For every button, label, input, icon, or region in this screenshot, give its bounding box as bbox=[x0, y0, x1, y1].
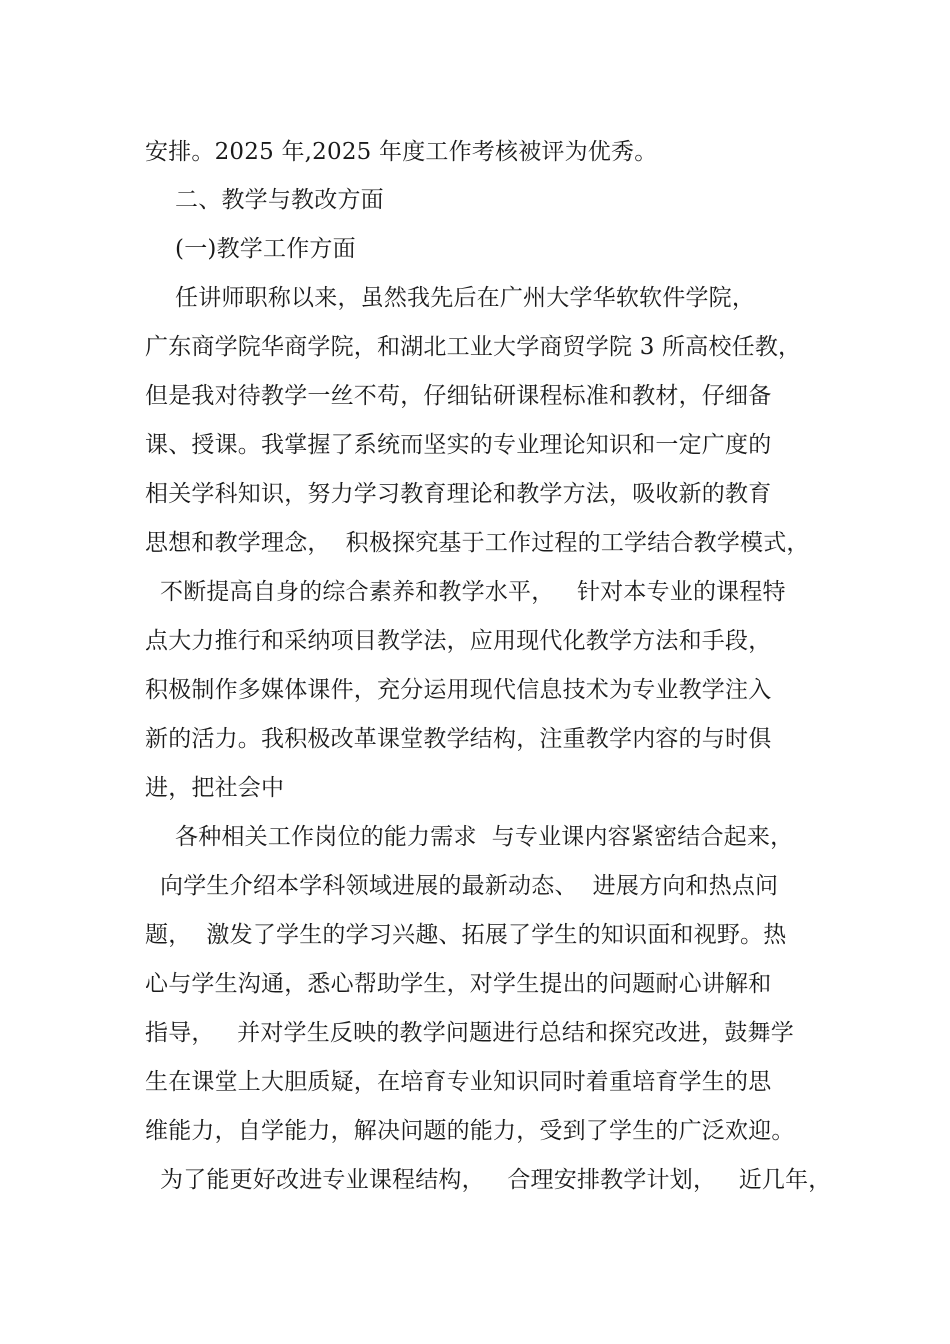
text-line: 广东商学院华商学院，和湖北工业大学商贸学院 3 所高校任教， bbox=[145, 334, 802, 360]
text-line: 心与学生沟通，悉心帮助学生，对学生提出的问题耐心讲解和 bbox=[145, 971, 772, 997]
text-line: 积极制作多媒体课件，充分运用现代信息技术为专业教学注入 bbox=[145, 677, 772, 703]
text-line: 不断提高自身的综合素养和教学水平， 针对本专业的课程特 bbox=[145, 579, 786, 605]
text-line: 思想和教学理念， 积极探究基于工作过程的工学结合教学模式， bbox=[145, 530, 810, 556]
text-line: 但是我对待教学一丝不苟，仔细钻研课程标准和教材，仔细备 bbox=[145, 383, 772, 409]
text-line: 任讲师职称以来，虽然我先后在广州大学华软软件学院， bbox=[145, 285, 756, 311]
text-line: 各种相关工作岗位的能力需求 与专业课内容紧密结合起来， bbox=[145, 824, 794, 850]
text-line: 题， 激发了学生的学习兴趣、拓展了学生的知识面和视野。热 bbox=[145, 922, 787, 948]
subsection-heading: (一)教学工作方面 bbox=[145, 236, 356, 262]
text-line: 生在课堂上大胆质疑，在培育专业知识同时着重培育学生的思 bbox=[145, 1069, 772, 1095]
text-line: 进，把社会中 bbox=[145, 775, 285, 801]
text-line: 相关学科知识，努力学习教育理论和教学方法，吸收新的教育 bbox=[145, 481, 772, 507]
text-line: 安排。2025 年,2025 年度工作考核被评为优秀。 bbox=[145, 139, 658, 165]
section-heading: 二、教学与教改方面 bbox=[145, 187, 384, 213]
text-line: 向学生介绍本学科领域进展的最新动态、 进展方向和热点问 bbox=[145, 873, 779, 899]
text-line: 为了能更好改进专业课程结构， 合理安排教学计划， 近几年， bbox=[145, 1167, 832, 1193]
text-line: 点大力推行和采纳项目教学法，应用现代化教学方法和手段， bbox=[145, 628, 772, 654]
text-line: 维能力，自学能力，解决问题的能力，受到了学生的广泛欢迎。 bbox=[145, 1118, 795, 1144]
text-line: 指导， 并对学生反映的教学问题进行总结和探究改进，鼓舞学 bbox=[145, 1020, 794, 1046]
text-line: 课、授课。我掌握了系统而坚实的专业理论知识和一定广度的 bbox=[145, 432, 772, 458]
text-line: 新的活力。我积极改革课堂教学结构，注重教学内容的与时俱 bbox=[145, 726, 772, 752]
